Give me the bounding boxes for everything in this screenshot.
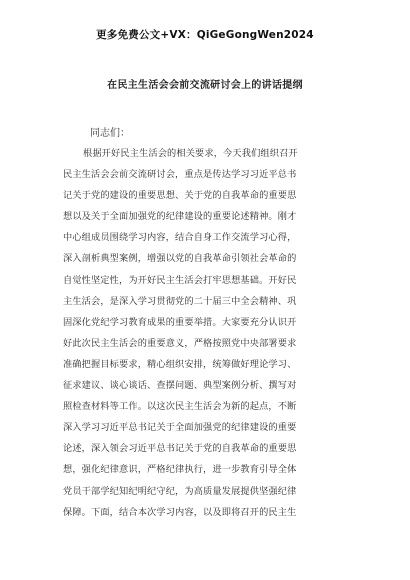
body-line: 记关于党的建设的重要思想、关于党的自我革命的重要思 (63, 190, 297, 202)
body-line: 中心组成员围绕学习内容，结合自身工作交流学习心得， (63, 232, 297, 244)
body-line: 根据开好民主生活会的相关要求，今天我们组织召开 (83, 148, 298, 159)
body-line: 准确把握目标要求，精心组织安排，统筹做好理论学习、 (63, 358, 297, 370)
body-line: 征求建议、谈心谈话、查摆问题、典型案例分析、撰写对 (63, 380, 297, 392)
body-line: 照检查材料等工作。以这次民主生活会为新的起点，不断 (63, 401, 297, 413)
body-line: 深入剖析典型案例，增强以党的自我革命引领社会革命的 (63, 253, 297, 265)
body-line: 党员干部学纪知纪明纪守纪，为高质量发展提供坚强纪律 (63, 485, 297, 497)
body-line: 深入学习习近平总书记关于全面加强党的纪律建设的重要 (63, 422, 297, 434)
document-title: 在民主生活会会前交流研讨会上的讲话提纲 (107, 80, 303, 91)
body-line: 主生活会，是深入学习贯彻党的二十届三中全会精神、巩 (63, 295, 297, 307)
salutation: 同志们： (90, 128, 130, 139)
header-watermark: 更多免费公文+VX：QiGeGongWen2024 (96, 29, 314, 41)
body-line: 想，强化纪律意识，严格纪律执行，进一步教育引导全体 (63, 464, 297, 476)
body-line: 好此次民主生活会的重要意义，严格按照党中央部署要求 (63, 337, 297, 349)
body-line: 论述，深入领会习近平总书记关于党的自我革命的重要思 (63, 443, 297, 455)
body-line: 固深化党纪学习教育成果的重要举措。大家要充分认识开 (63, 316, 297, 328)
body-line: 想以及关于全面加强党的纪律建设的重要论述精神。刚才 (63, 211, 297, 223)
body-line: 民主生活会会前交流研讨会，重点是传达学习习近平总书 (63, 169, 297, 181)
body-line: 保障。下面，结合本次学习内容，以及即将召开的民主生 (63, 506, 297, 518)
body-paragraph (63, 143, 363, 523)
body-line: 自觉性坚定性，为开好民主生活会打牢思想基础。开好民 (63, 274, 297, 286)
